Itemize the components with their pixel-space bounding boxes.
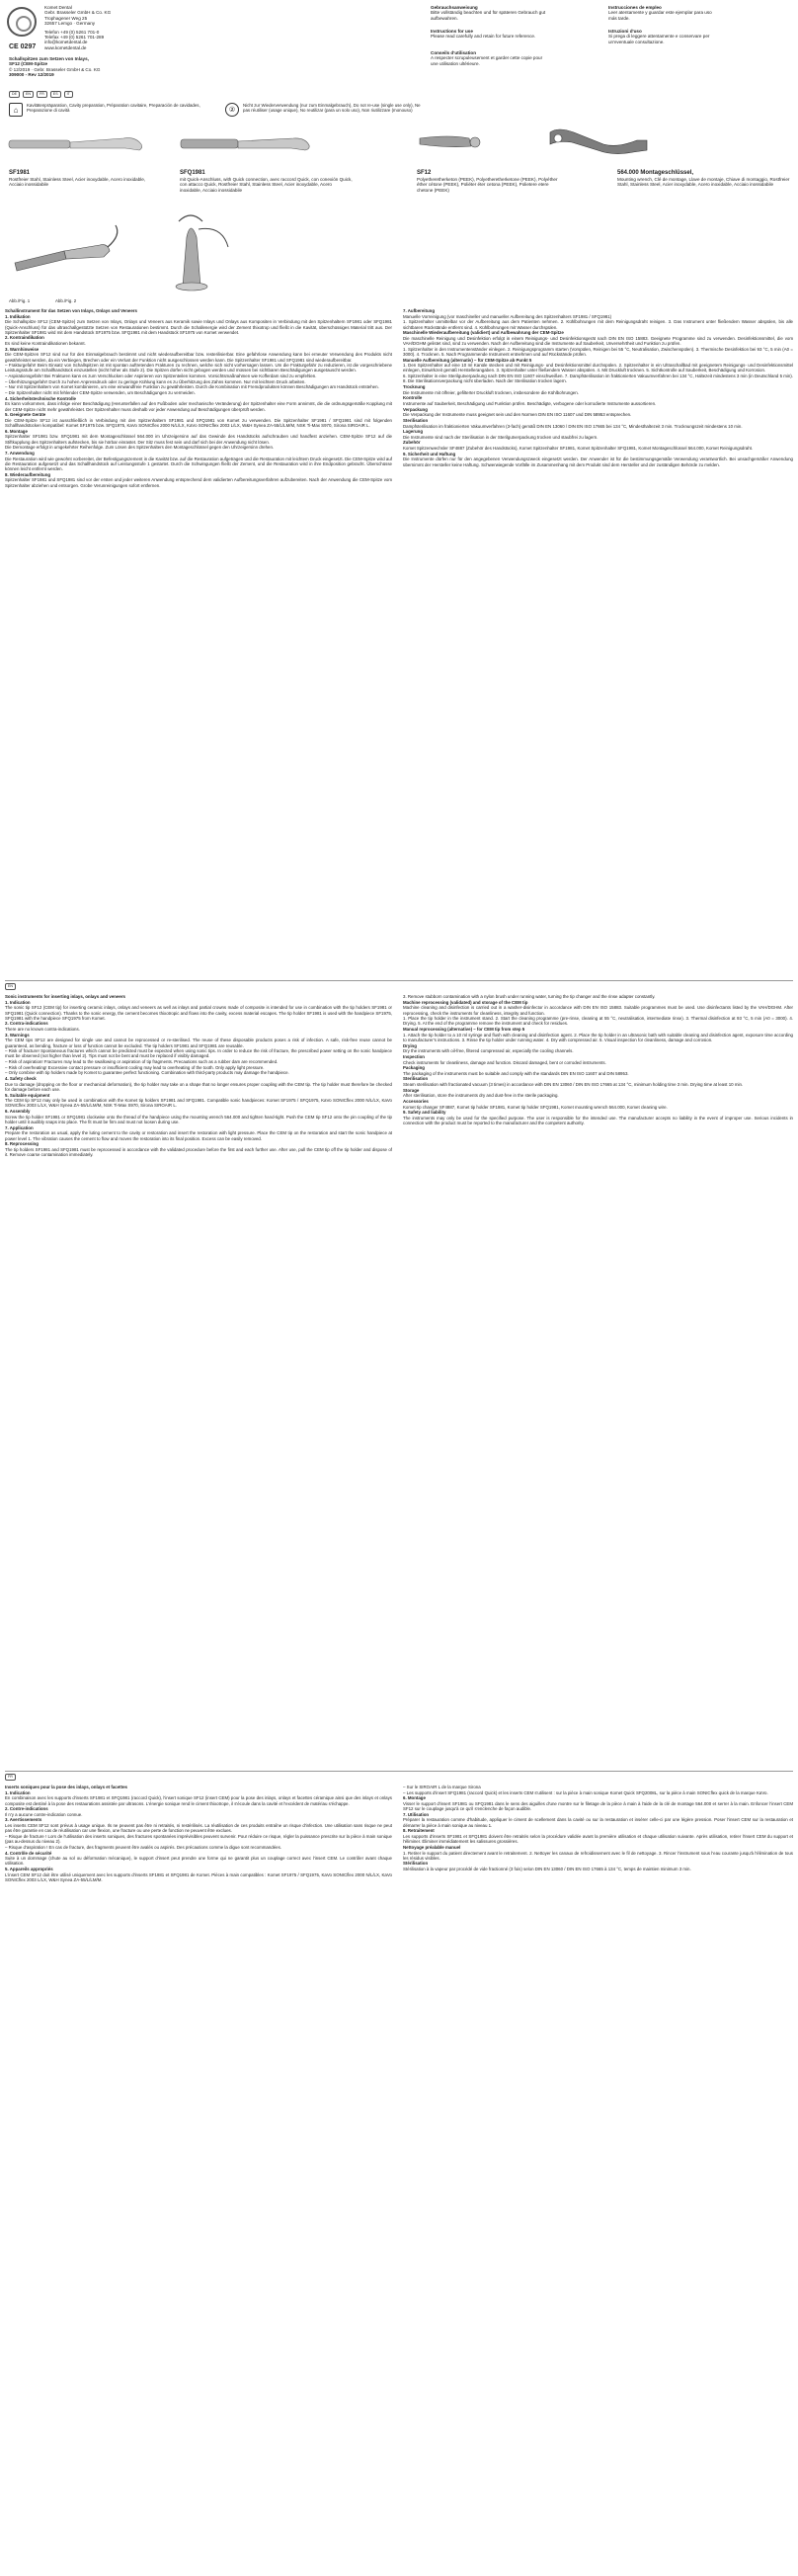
heading-title: Instrucciones de empleo bbox=[608, 5, 662, 10]
lang-en-marker: EN bbox=[5, 983, 16, 990]
heading-title: Conseils d'utilisation bbox=[431, 50, 477, 55]
paragraph: Es kann vorkommen, dass infolge einer Beschädigung (Herunterfallen auf den Fußboden oder mechanische Veränderung) der Spitzenhalter eine Form annimmt, die die ordnungsgemäße Kopplung mit der CEM-Spitze nicht mehr gewährleistet. Der Spitzenhalter muss deshalb vor jeder Anwendung auf Beschädigungen überprüft werden. bbox=[5, 401, 392, 412]
company-address bbox=[44, 5, 153, 50]
section-heading: 3. Warnings bbox=[5, 1032, 30, 1038]
paragraph: Dampfsterilisation im fraktionierten Vakuumverfahren (3-fach) gemäß DIN EN 13060 / DIN EN ISO 17665 bei 134 °C, Mindesthaltezeit 3 min. Trocknungszeit mindestens 10 min. bbox=[403, 423, 743, 429]
paragraph: L'insert CEM SF12 doit être utilisé uniquement avec les supports d'inserts SF1981 et SFQ1981 de Komet. Pièces à main compatibles : Komet SF1975 / SFQ1975, KaVo SONICflex 2000 N/L/LX, KaVo SONICflex 2003 L/LX, W&H Synea ZA-55/L/LM/M. bbox=[5, 1871, 392, 1882]
paragraph: Les inserts CEM SF12 sont prévus à usage unique. Ils ne peuvent pas être ni retraités, ni restérilisés. La réutilisation de ces produits entraîne un risque d'infection. Une utilisation sans risque ne peut pas être garantie en cas de réutilisation car une flexion, une fracture ou une perte de fonction ne peuvent être exclues. bbox=[5, 1823, 392, 1834]
handpiece-with-tip-icon bbox=[15, 225, 118, 271]
lang-fr: FR bbox=[37, 91, 47, 98]
paragraph: Die Instrumente sind nach der Sterilisation in der Sterilgutverpackung trocken und staubfrei zu lagern. bbox=[403, 434, 598, 440]
section-heading: 7. Application bbox=[5, 1124, 34, 1130]
paragraph: 1. Spitzenhalter in den Instrumentenständer einlegen. 2. Reinigungsprogramm starten (Vorspülen, Reinigen bei 55 °C, Neutralisation, Zwischenspülen). 3. Thermische Desinfektion bei 93 °C, 5 min (A0 = 3000). 4. Trocknen. 5. Nach Programmende Instrument entnehmen und auf Rückstände prüfen. bbox=[403, 346, 793, 357]
paragraph: The sonic tip SF12 (CEM tip) for inserting ceramic inlays, onlays and veneers as well as inlays and partial crowns made of composite is intended for use in combination with the tip holders SF1981 or SFQ1981 (Quick connection). Thanks to the sonic energy, the cement becomes thixotropic and flows into the cavity, excess material escapes. The tip holder SF1981 is used with the handpiece SF1975, SFQ1981 with the handpiece SFQ1975 from Komet. bbox=[5, 1005, 392, 1021]
paragraph: – Risque de fracture ! Lors de l'utilisation des inserts soniques, des fractures spontanées imprévisibles peuvent survenir. Pour réduire ce risque, régler la puissance prescrite sur la pièce à main sonique (pas au-dessus du niveau 2). bbox=[5, 1833, 392, 1845]
section-heading: Sonic instruments for inserting inlays, onlays and veneers bbox=[5, 994, 125, 999]
section-heading: 5. Geeignete Geräte bbox=[5, 412, 46, 418]
tip-changer-icon bbox=[176, 215, 228, 291]
paragraph: Komet Spitzenwechsler SF4887 (Zubehör des Handstücks), Komet Spitzenhalter SF1981, Komet Spitzenhalter SFQ1981, Komet Montageschlüssel 564.000, Komet Reinigungsdraht. bbox=[403, 446, 754, 452]
paragraph: 1. Den Spitzenhalter auf eine 10 ml Kanüle stecken und mit Reinigungs- und Desinfektionsmittel durchspülen. 2. Spitzenhalter in ein Ultraschallbad mit geeignetem Reinigungs- und Desinfektionsmittel einlegen, Einwirkzeit gemäß Herstellerangaben. 3. Spitzenhalter unter fließendem Wasser abspülen. 4. Mit Druckluft trocknen. 5. Sichtkontrolle auf Sauberkeit, Beschädigung und Korrosion. bbox=[403, 363, 793, 374]
manufacturer-block bbox=[5, 5, 153, 82]
figure-2-caption: Abb./Fig. 2 bbox=[55, 298, 77, 303]
section-heading: 6. Montage bbox=[403, 1795, 426, 1801]
website-link[interactable]: www.kometdental.de bbox=[44, 44, 87, 50]
section-heading: 7. Anwendung bbox=[5, 450, 35, 456]
section-heading: 4. Sicherheitstechnische Kontrolle bbox=[5, 395, 76, 401]
divider-en-fr bbox=[5, 1771, 793, 1772]
paragraph: Die Schallspitze SF12 (CEM-Spitze) zum Setzen von Inlays, Onlays und Veneers aus Keramik sowie Inlays und Onlays aus Kompositen in Verbindung mit den Spitzenhaltern SF1981 oder SFQ1981 (Quick-Anschluss) für das ultraschallgestützte Setzen von Restaurationen bestimmt. Durch die Schallenergie wird der Zement thixotrop und fließt in die Kavität, überschüssiges Material tritt aus. Der Spitzenhalter SF1981 wird mit dem Handstück SF1975 bzw. SFQ1981 mit dem Handstück SF1975 von Komet verwendet. bbox=[5, 319, 392, 335]
section-heading: Inspection bbox=[403, 1053, 425, 1059]
lang-fr-marker: FR bbox=[5, 1774, 16, 1781]
section-heading: 2. Contre-indications bbox=[5, 1806, 48, 1812]
paragraph: Die CEM-Spitze SF12 ist ausschließlich in Verbindung mit den Spitzenhaltern SF1981 und SFQ1981 von Komet zu verwenden. Die Spitzenhalter SF1981 / SFQ1981 sind mit folgenden Schallhandstücken kompatibel: Komet SF1975 bzw. SFQ1975, KaVo SONICflex 2000 N/L/LX, KaVo SONICflex 2003 L/LX, W&H Synea ZA-55/L/LM/M, NSK Ti-Max S970, Sirona SIROAIR L. bbox=[5, 417, 392, 429]
paragraph: 1. Retirer le support du patient directement avant le retraitement. 2. Nettoyer les canaux de refroidissement avec le fil de nettoyage. 3. Rincer l'instrument sous l'eau courante jusqu'à l'élimination de tous les résidus visibles. bbox=[403, 1850, 793, 1861]
section-heading: 1. Indication bbox=[5, 1789, 31, 1795]
paragraph: The CEM tips SF12 are designed for single use and cannot be reprocessed or re-sterilised. The reuse of these disposable products poses a risk of infection. A safe, risk-free reuse cannot be guaranteed, as bending, fracture or loss of function cannot be excluded. The tip holders SF1981 and SFQ1981 are reusable. bbox=[5, 1038, 392, 1048]
paragraph: – Sur le SIROAIR L de la marque Sirona bbox=[403, 1785, 481, 1789]
figure-1-caption: Abb./Fig. 1 bbox=[9, 298, 31, 303]
phone: Telefon +49 (0) 5261 701-0 bbox=[44, 29, 100, 35]
section-heading: 3. Warnhinweise bbox=[5, 346, 40, 352]
paragraph: Die Instrumente dürfen nur für den angegebenen Verwendungszweck eingesetzt werden. Der Anwender ist für die bestimmungsgemäße Verwendung verantwortlich. Bei unsachgemäßer Anwendung übernimmt der Hersteller keine Haftung. Schwerwiegende Vorfälle im Zusammenhang mit dem Produkt sind dem Hersteller und der zuständigen Behörde zu melden. bbox=[403, 457, 793, 467]
section-heading: Trocknung bbox=[403, 384, 426, 390]
paragraph: Es sind keine Kontraindikationen bekannt. bbox=[5, 341, 86, 347]
paragraph: 1. Attach the tip holder to a 10 ml syringe and flush with cleaning and disinfection agent. 2. Place the tip holder in an ultrasonic bath with suitable cleaning and disinfection agent, exposure time according to manufacturer's instructions. 3. Rinse the tip holder under running water. 4. Dry with compressed air. 5. Visual inspection for cleanliness, damage and corrosion. bbox=[403, 1032, 793, 1042]
single-use-text: Nicht zur Wiederverwendung (nur zum Einmalgebrauch), Do not re-use (single use only), Ne pas réutiliser (usage unique), No reutilizar (para un solo uso), Non riutilizzare (monouso) bbox=[243, 103, 421, 114]
section-heading: Stérilisation bbox=[403, 1861, 429, 1867]
paragraph: Prepare the restoration as usual, apply the luting cement to the cavity or restoration and insert the restoration with light pressure. Place the CEM tip on the restoration and start the sonic handpiece at power level 1. The vibration causes the cement to flow and moves the restoration into its final position. Excess can be easily removed. bbox=[5, 1130, 392, 1141]
heading-text: Leer atentamente y guardar este ejemplar para uso más tarde. bbox=[608, 10, 712, 21]
heading-title: Gebrauchsanweisung bbox=[431, 5, 478, 10]
company-line: Gebr. Brasseler GmbH & Co. KG bbox=[44, 10, 112, 16]
paragraph: Instrumente auf Sauberkeit, Beschädigung und Funktion prüfen. Beschädigte, verbogene oder korrodierte Instrumente aussortieren. bbox=[403, 400, 657, 406]
doc-title-2: SF12 (CEM-Spitze bbox=[9, 61, 48, 67]
product-wrench bbox=[617, 170, 793, 188]
paragraph: Die maschinelle Reinigung und Desinfektion erfolgt in einem Reinigungs- und Desinfektionsgerät nach DIN EN ISO 15883. Geeignete Programme sind zu verwenden. Desinfektionsmittel, die vom VAH/DGHM gelistet sind, sind zu verwenden. Nach der Aufbereitung sind die Instrumente auf Sauberkeit, Unversehrtheit und Funktion zu prüfen. bbox=[403, 335, 793, 347]
lang-en: EN bbox=[23, 91, 34, 98]
product-code: SF1981 bbox=[9, 170, 31, 176]
paragraph: Stérilisation à la vapeur par procédé de vide fractionné (3 fois) selon DIN EN 13060 / DIN EN ISO 17665 à 134 °C, temps de maintien minimum 3 min. bbox=[403, 1867, 691, 1872]
heading-de bbox=[431, 5, 547, 21]
do-not-reuse-icon: ② bbox=[225, 103, 239, 117]
language-list bbox=[9, 91, 73, 98]
sf1981-tool-icon bbox=[9, 138, 142, 150]
paragraph: En combinaison avec les supports d'inserts SF1981 et SFQ1981 (raccord Quick), l'insert sonique SF12 (insert CEM) pour la pose des inlays, onlays et facettes céramique ainsi que des inlays et onlays composite est destiné à la pose des restaurations assistée par ultrasons. L'énergie sonique rend le ciment thixotrope, il s'écoule dans la cavité et l'excédent de matériau s'échappe. bbox=[5, 1795, 392, 1806]
section-heading: 8. Retraitement bbox=[403, 1828, 435, 1834]
company-name: Komet Dental bbox=[44, 5, 72, 10]
product-sf12 bbox=[417, 170, 565, 193]
paragraph: Manuelle Vorreinigung (vor maschineller und manueller Aufbereitung des Spitzenhalters SF1981 / SFQ1981) bbox=[403, 313, 612, 319]
paragraph: After sterilisation, store the instruments dry and dust-free in the sterile packaging. bbox=[403, 1093, 559, 1099]
figure-illustrations bbox=[5, 208, 262, 294]
paragraph: Visser le support d'insert SF1981 ou SFQ1981 dans le sens des aiguilles d'une montre sur le filetage de la pièce à main à l'aide de la clé de montage 564.000 et serrer à la main. Enfoncer l'insert CEM SF12 sur le couplage jusqu'à ce qu'il s'enclenche de façon audible. bbox=[403, 1800, 793, 1812]
section-heading: Manuelle Aufbereitung (alternativ) – für CEM-Spitze ab Punkt 5 bbox=[403, 357, 532, 363]
paragraph: The tip holders SF1981 and SFQ1981 must be reprocessed in accordance with the validated procedure before the first and each further use. After use, pull the CEM tip off the tip holder and dispose of it. Remove coarse contamination immediately. bbox=[5, 1146, 392, 1158]
paragraph: Komet tip changer SF4887, Komet tip holder SF1981, Komet tip holder SFQ1981, Komet mounting wrench 564.000, Komet cleaning wire. bbox=[403, 1104, 668, 1110]
section-heading: Machine reprocessing (validated) and storage of the CEM tip bbox=[403, 999, 528, 1005]
paragraph: There are no known contra-indications. bbox=[5, 1027, 80, 1033]
paragraph: – Aspirationsgefahr! Bei Frakturen kann es zum Verschlucken oder Aspirieren von Spitzenteilen kommen. Vorsichtsmaßnahmen wie Kofferdam sind zu empfehlen. bbox=[5, 374, 317, 379]
heading-text: Bitte vollständig beachten und für späteren Gebrauch gut aufbewahren. bbox=[431, 10, 546, 21]
mounting-wrench-icon bbox=[550, 129, 647, 154]
product-code: SFQ1981 bbox=[180, 170, 205, 176]
paragraph: 3. Remove stubborn contamination with a nylon brush under running water, turning the tip changer and the rinse adapter constantly. bbox=[403, 994, 656, 999]
paragraph: – Nur mit Spitzenhaltern von Komet kombinieren, um eine einwandfreie Funktion zu gewährleisten. Durch die Kombination mit Fremdprodukten können Beschädigungen am Handstück entstehen. bbox=[5, 384, 379, 390]
doc-title: Schallspitzen zum Setzen von Inlays, bbox=[9, 56, 89, 61]
fr-section-marker bbox=[5, 1774, 16, 1781]
section-heading: 3. Avertissements bbox=[5, 1817, 42, 1823]
section-heading: 6. Assembly bbox=[5, 1109, 31, 1115]
komet-logo-icon bbox=[7, 7, 37, 37]
section-heading: 2. Kontraindikation bbox=[5, 335, 44, 341]
paragraph: Die CEM-Spitzen SF12 sind nur für den Einmalgebrauch bestimmt und nicht wiederaufbereitbar bzw. resterilisierbar. Eine gefahrlose Anwendung kann bei erneuter Verwendung des Produkts nicht gewährleistet werden, da ein Verbiegen, Brechen oder ein Verlust der Funktion nicht ausgeschlossen werden kann. Die Spitzenhalter SF1981 und SFQ1981 sind wiederaufbereitbar. bbox=[5, 352, 392, 363]
fax: Telefax +49 (0) 5261 701-289 bbox=[44, 35, 105, 41]
paragraph: – Risque d'aspiration ! En cas de fracture, des fragments peuvent être avalés ou aspirés. Des précautions comme la digue sont recommandées. bbox=[5, 1844, 282, 1850]
heading-text: Please read carefully and retain for future reference. bbox=[431, 34, 536, 40]
paragraph: Préparer la restauration comme d'habitude, appliquer le ciment de scellement dans la cavité ou sur la restauration et insérer celle-ci par une légère pression. Poser l'insert CEM sur la restauration et démarrer la pièce à main sonique au niveau 1. bbox=[403, 1817, 793, 1828]
heading-text: A respecter scrupuleusement et garder cette copie pour une utilisation ultérieure. bbox=[431, 55, 543, 66]
paragraph: Spitzenhalter SF1981 und SFQ1981 sind vor der ersten und jeder weiteren Anwendung entsprechend dem validierten Aufbereitungsverfahren aufzubereiten. Nach der Anwendung die CEM-Spitze vom Spitzenhalter abziehen und entsorgen. Grobe Verunreinigungen sofort entfernen. bbox=[5, 477, 392, 488]
product-desc: Polyetheretherketon (PEEK), Polyetheretherketone (PEEK), Polyéther éther cétone (PEEK), Poliéter éter cetona (PEEK), Polietere etere chetone (PEEK) bbox=[417, 177, 558, 193]
section-heading: 4. Contrôle de sécurité bbox=[5, 1850, 52, 1856]
section-heading: Maschinelle Wiederaufbereitung (validiert) und Aufbewahrung der CEM-Spitze bbox=[403, 330, 564, 336]
paragraph: Die Instrumente mit ölfreier, gefilterter Druckluft trocknen, insbesondere die Kühlbohrungen. bbox=[403, 389, 579, 395]
section-heading: 8. Reprocessing bbox=[5, 1141, 39, 1147]
section-heading: 2. Contra-indications bbox=[5, 1021, 48, 1027]
section-heading: Inserts soniques pour la pose des inlays, onlays et facettes bbox=[5, 1785, 127, 1789]
section-heading: Packaging bbox=[403, 1065, 425, 1071]
paragraph: – Risk of overheating! Excessive contact pressure or insufficient cooling may lead to overheating of the tooth. Only apply light pressure. bbox=[5, 1064, 265, 1070]
en-column-right bbox=[403, 994, 793, 1765]
section-heading: Zubehör bbox=[403, 440, 421, 446]
lang-de: DE bbox=[9, 91, 20, 98]
de-column-left bbox=[5, 308, 392, 976]
paragraph: – Risk of fracture! Spontaneous fractures which cannot be predicted must be expected when using sonic tips. In order to reduce the risk of fracture, the prescribed power setting on the sonic handpiece must be observed (not higher than level 2). Tips must not be bent and must be replaced if visibly damaged. bbox=[5, 1048, 392, 1059]
paragraph: – Only combine with tip holders made by Komet to guarantee perfect functioning. Combination with third-party products may damage the handpiece. bbox=[5, 1070, 289, 1076]
instructions-heading bbox=[431, 5, 793, 79]
heading-it bbox=[608, 29, 717, 44]
paragraph: – Frakturgefahr! Beim Einsatz von Schallspitzen ist mit spontan auftretenden Frakturen zu rechnen, welche sich nicht vorhersagen lassen. Um die Frakturgefahr zu reduzieren, ist die vorgeschriebene Leistungsstufe am Schallhandstück einzustellen (nicht höher als Stufe 2). Die Spitzen dürfen nicht gebogen werden und müssen bei sichtbaren Beschädigungen ausgetauscht werden. bbox=[5, 363, 392, 374]
product-desc: Mounting wrench, Clé de montage, Llave de montaje, Chiave di montaggio, Rostfreier Stahl, Stainless Steel, Acier inoxydable, Acero inoxidable, Acciaio inossidabile bbox=[617, 177, 790, 188]
fr-column-right bbox=[403, 1785, 793, 2570]
doc-info bbox=[9, 56, 157, 78]
section-heading: Schallinstrument für das Setzen von Inlays, Onlays und Veneers bbox=[5, 308, 137, 313]
section-heading: 1. Indication bbox=[5, 999, 31, 1005]
section-heading: 7. Utilisation bbox=[403, 1811, 430, 1817]
section-heading: Nettoyage préalable manuel bbox=[403, 1844, 461, 1850]
section-heading: Storage bbox=[403, 1087, 420, 1093]
paragraph: – Risk of aspiration! Fractures may lead to the swallowing or aspiration of tip fragments. Precautions such as a rubber dam are recommended. bbox=[5, 1059, 279, 1065]
cavity-prep-symbol bbox=[9, 103, 211, 117]
paragraph: Check instruments for cleanliness, damage and function. Discard damaged, bent or corroded instruments. bbox=[403, 1059, 606, 1065]
paragraph: The packaging of the instruments must be suitable and comply with the standards DIN EN ISO 11607 and DIN 58953. bbox=[403, 1070, 629, 1076]
doc-id: 309000 - Rev 12/2019 bbox=[9, 72, 54, 78]
divider-de-en bbox=[5, 980, 793, 981]
section-heading: 9. Safety and liability bbox=[403, 1110, 446, 1116]
paragraph: Les supports d'inserts SF1981 et SFQ1981 doivent être retraités selon la procédure validée avant la première utilisation et chaque utilisation suivante. Après utilisation, retirer l'insert CEM du support et l'éliminer. Éliminer immédiatement les salissures grossières. bbox=[403, 1833, 793, 1845]
paragraph: Die Restauration wird wie gewohnt vorbereitet, der Befestigungszement in die Kavität bzw. auf die Restauration aufgetragen und die Restauration mit leichtem Druck eingesetzt. Die CEM-Spitze wird auf die Restauration aufgesetzt und das Schallhandstück auf Leistungsstufe 1 gestartet. Durch die Schwingungen fließt der Zement, und die Restauration wird in ihre Endposition gebracht. Überschüsse können leicht entfernt werden. bbox=[5, 456, 392, 472]
paragraph: Dry the instruments with oil-free, filtered compressed air, especially the cooling channels. bbox=[403, 1048, 574, 1054]
paragraph: Machine cleaning and disinfection is carried out in a washer-disinfector in accordance with DIN EN ISO 15883. Suitable programmes must be used. Use disinfectants listed by the VAH/DGHM. After reprocessing, check the instruments for cleanliness, integrity and function. bbox=[403, 1005, 793, 1016]
section-heading: Lagerung bbox=[403, 429, 424, 435]
paragraph: – Die Spitzenhalter nicht mit fehlender CEM-Spitze verwenden, um Beschädigungen zu vermeiden. bbox=[5, 390, 196, 396]
sfq1981-tool-icon bbox=[181, 138, 309, 150]
paragraph: Die Demontage erfolgt in umgekehrter Reihenfolge. Zum Lösen des Spitzenhalters den Montageschlüssel gegen den Uhrzeigersinn drehen. bbox=[5, 445, 275, 451]
product-sf1981 bbox=[9, 170, 157, 188]
de-column-right bbox=[403, 308, 793, 976]
paragraph: Steam sterilisation with fractionated vacuum (3 times) in accordance with DIN EN 13060 / DIN EN ISO 17665 at 134 °C, minimum holding time 3 min. Drying time at least 10 min. bbox=[403, 1082, 744, 1088]
section-heading: Sterilisation bbox=[403, 417, 429, 423]
en-column-left bbox=[5, 994, 392, 1765]
lang-es: ES bbox=[50, 91, 61, 98]
section-heading: 4. Safety check bbox=[5, 1076, 37, 1082]
heading-es bbox=[608, 5, 717, 21]
cavity-prep-text: Kavitätenpräparation, Cavity preparation, Préparation cavitaire, Preparación de cavidades, Preparazione di cavità bbox=[27, 103, 200, 114]
company-line: 32657 Lemgo · Germany bbox=[44, 21, 96, 27]
paragraph: Il n'y a aucune contre-indication connue. bbox=[5, 1811, 83, 1817]
section-heading: Verpackung bbox=[403, 406, 428, 412]
heading-title: Istruzioni d'uso bbox=[608, 29, 642, 34]
heading-title: Instructions for use bbox=[431, 29, 473, 34]
product-code: SF12 bbox=[417, 170, 432, 176]
tooth-cavity-icon: ⌂ bbox=[9, 103, 23, 117]
section-heading: Accessories bbox=[403, 1099, 429, 1104]
paragraph: Spitzenhalter SF1981 bzw. SFQ1981 mit dem Montageschlüssel 564.000 im Uhrzeigersinn auf das Gewinde des Handstücks aufschrauben und handfest anziehen. CEM-Spitze SF12 auf die Stiftkupplung des Spitzenhalters aufstecken, bis sie hörbar einrastet. Der Sitz muss fest sein und darf sich bei der Anwendung nicht lösen. bbox=[5, 434, 392, 445]
section-heading: 7. Aufbereitung bbox=[403, 308, 436, 313]
ce-mark: CE 0297 bbox=[9, 43, 37, 50]
paragraph: The instruments may only be used for the specified purpose. The user is responsible for the intended use. The manufacturer accepts no liability in the event of improper use. Serious incidents in connection with the product must be reported to the manufacturer and the competent authority. bbox=[403, 1115, 793, 1126]
section-heading: Drying bbox=[403, 1042, 417, 1048]
sf12-tip-icon bbox=[420, 136, 480, 147]
paragraph: 6. Spitzenhalter in eine Sterilgutverpackung nach DIN EN ISO 11607 einschweißen. 7. Dampfsterilisation im fraktionierten Vakuumverfahren bei 134 °C, Haltezeit mindestens 3 min (in Deutschland 5 min). 8. Die Sterilisationsverpackung nicht überladen. Nach der Sterilisation trocken lagern. bbox=[403, 374, 793, 384]
lang-it: IT bbox=[64, 91, 73, 98]
section-heading: Kontrolle bbox=[403, 395, 423, 401]
product-desc: Rostfreier Stahl, Stainless Steel, Acier inoxydable, Acero inoxidable, Acciaio inossidabile bbox=[9, 177, 146, 188]
section-heading: Manual reprocessing (alternative) – for CEM tip from step 5 bbox=[403, 1027, 525, 1033]
paragraph: – Überhitzungsgefahr! Durch zu hohen Anpressdruck oder zu geringe Kühlung kann es zu Überhitzung des Zahns kommen. Nur mit leichtem Druck arbeiten. bbox=[5, 378, 306, 384]
email-link[interactable]: info@kometdental.de bbox=[44, 40, 88, 45]
heading-en bbox=[431, 29, 547, 40]
fr-column-left bbox=[5, 1785, 392, 2570]
doc-manufacturer: © 12/2019 · Gebr. Brasseler GmbH & Co. KG bbox=[9, 66, 101, 72]
section-heading: 9. Sicherheit und Haftung bbox=[403, 451, 456, 457]
paragraph: Suite à un dommage (chute au sol ou déformation mécanique), le support d'insert peut prendre une forme qui ne garantit plus un couplage correct avec l'insert CEM. Le contrôler avant chaque utilisation. bbox=[5, 1856, 392, 1867]
en-section-marker bbox=[5, 983, 16, 990]
section-heading: 5. Appareils appropriés bbox=[5, 1867, 53, 1872]
paragraph: Due to damage (dropping on the floor or mechanical deformation), the tip holder may take on a shape that no longer ensures proper coupling with the CEM tip. The tip holder must therefore be checked for damage before each use. bbox=[5, 1081, 392, 1092]
product-images bbox=[5, 126, 793, 166]
section-heading: 8. Wiederaufbereitung bbox=[5, 471, 51, 477]
section-heading: 5. Suitable equipment bbox=[5, 1092, 50, 1098]
paragraph: 1. Place the tip holder in the instrument stand. 2. Start the cleaning programme (pre-rinse, cleaning at 55 °C, neutralisation, intermediate rinse). 3. Thermal disinfection at 93 °C, 5 min (A0 = 3000). 4. Drying. 5. At the end of the programme remove the instrument and check for residues. bbox=[403, 1016, 793, 1027]
product-code: 564.000 Montageschlüssel, bbox=[617, 170, 694, 176]
paragraph: The CEM tip SF12 may only be used in combination with the Komet tip holders SF1981 and SFQ1981. Compatible sonic handpieces: Komet SF1975 / SFQ1975, KaVo SONICflex 2000 N/L/LX, KaVo SONICflex 2003 L/LX, W&H Synea ZA-55/L/LM/M, NSK Ti-Max S970, Sirona SIROAIR L. bbox=[5, 1098, 392, 1109]
paragraph: 1. Spitzenhalter unmittelbar vor der Aufbereitung aus dem Patienten nehmen. 2. Kühlbohrungen mit dem Reinigungsdraht reinigen. 3. Das Instrument unter fließendem Wasser abspülen, bis alle sichtbaren Rückstände entfernt sind. 4. Kühlbohrungen mit Wasser durchspülen. bbox=[403, 319, 793, 330]
product-sfq1981 bbox=[180, 170, 353, 193]
section-heading: 1. Indikation bbox=[5, 313, 31, 319]
heading-fr bbox=[431, 50, 547, 66]
paragraph: Screw the tip holder SF1981 or SFQ1981 clockwise onto the thread of the handpiece using the mounting wrench 564.000 and tighten hand-tight. Push the CEM tip SF12 onto the pin coupling of the tip holder until it audibly snaps into place. The fit must be firm and must not loosen during use. bbox=[5, 1114, 392, 1124]
company-line: Trophagener Weg 25 bbox=[44, 15, 88, 21]
paragraph: Die Verpackung der Instrumente muss geeignet sein und den Normen DIN EN ISO 11607 und DIN 58953 entsprechen. bbox=[403, 412, 632, 418]
product-desc: mit Quick-Anschluss, with Quick connection, avec raccord Quick, con conexión Quick, con attacco Quick, Rostfreier Stahl, Stainless Steel, Acier inoxydable, Acero inoxidable, Acciaio inossidabile bbox=[180, 177, 353, 193]
heading-text: Si prega di leggere attentamente e conservare per un'eventuale consultazione. bbox=[608, 34, 710, 44]
single-use-symbol bbox=[225, 103, 423, 117]
section-heading: Sterilisation bbox=[403, 1076, 429, 1082]
section-heading: 6. Montage bbox=[5, 428, 28, 434]
paragraph: – Les supports d'insert SFQ1981 (raccord Quick) et les inserts CEM s'utilisent : sur la pièce à main sonique Komet Quick SFQ2008L, sur la pièce à main SONICflex quick de la marque KaVo. bbox=[403, 1789, 768, 1795]
